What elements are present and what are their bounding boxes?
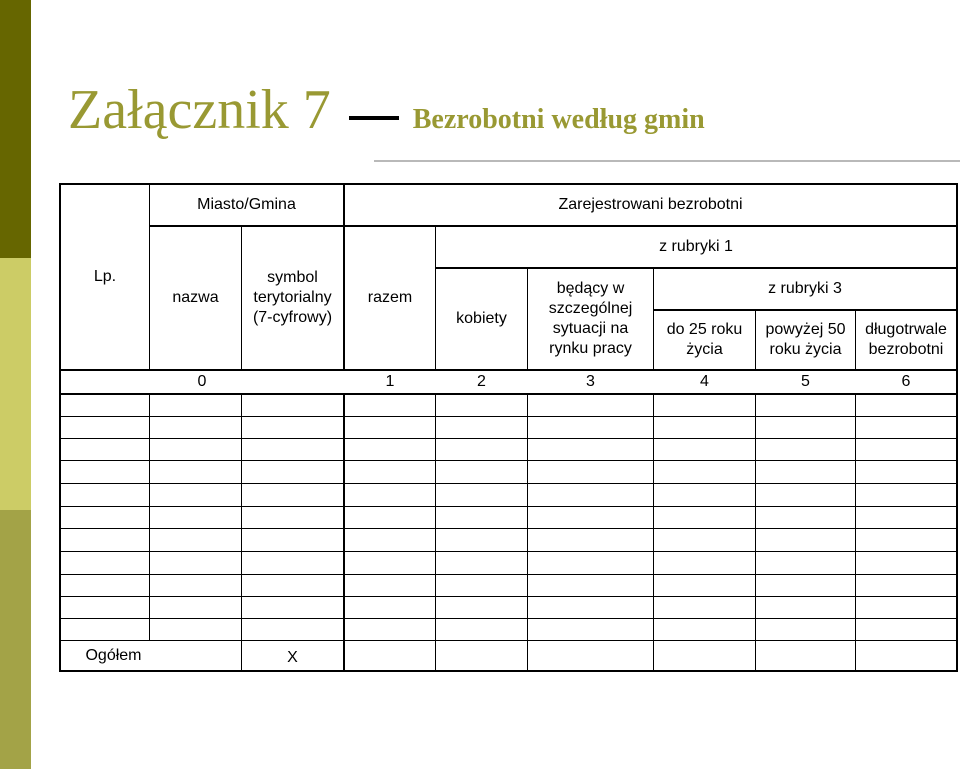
title-subtitle: Bezrobotni według gmin [412,104,705,135]
body-row-line [59,506,958,507]
header-kobiety: kobiety [456,310,507,327]
column-number-2: 2 [477,373,486,390]
header-z-rubryki-1: z rubryki 1 [659,238,733,255]
header-miasto-gmina: Miasto/Gmina [197,196,296,213]
header-do-25: do 25 roku życia [666,321,743,358]
body-row-line [59,618,958,619]
table-border-right [956,183,958,672]
column-number-5: 5 [801,373,810,390]
header-symbol: symbol terytorialny (7-cyfrowy) [252,269,333,326]
body-vline-6 [653,393,654,672]
body-row-line [59,460,958,461]
body-vline-4 [435,393,436,672]
header-powyzej-50: powyżej 50 roku życia [765,321,846,358]
body-row-line [59,438,958,439]
body-vline-5 [527,393,528,672]
body-vline-7 [755,393,756,672]
body-row-line [59,483,958,484]
header-zarejestrowani: Zarejestrowani bezrobotni [558,196,743,213]
header-lp: Lp. [93,268,117,285]
column-number-1: 1 [385,373,395,390]
header-dlugotrwale: długotrwale bezrobotni [865,321,947,358]
body-row-line [59,551,958,552]
column-number-0: 0 [197,373,207,390]
table-border-bottom [59,670,958,672]
body-vline-2 [241,393,242,672]
header-bedacy: będący w szczególnej sytuacji na rynku pracy [548,280,633,357]
body-vline-8 [855,393,856,672]
column-number-4: 4 [700,373,709,390]
footer-x: X [287,648,298,666]
body-row-line [59,596,958,597]
body-row-line [59,416,958,417]
column-number-3: 3 [586,373,595,390]
body-row-line [59,640,958,641]
body-vline-3 [343,393,345,672]
body-row-line [59,574,958,575]
body-vline-1 [149,393,150,641]
body-row-line [59,528,958,529]
header-nazwa: nazwa [172,289,219,306]
header-line-5 [59,393,958,395]
footer-ogolem: Ogółem [85,646,142,664]
column-number-6: 6 [901,373,911,390]
header-z-rubryki-3: z rubryki 3 [768,280,842,297]
header-razem: razem [367,289,413,306]
title-main: Załącznik 7 [68,79,331,141]
